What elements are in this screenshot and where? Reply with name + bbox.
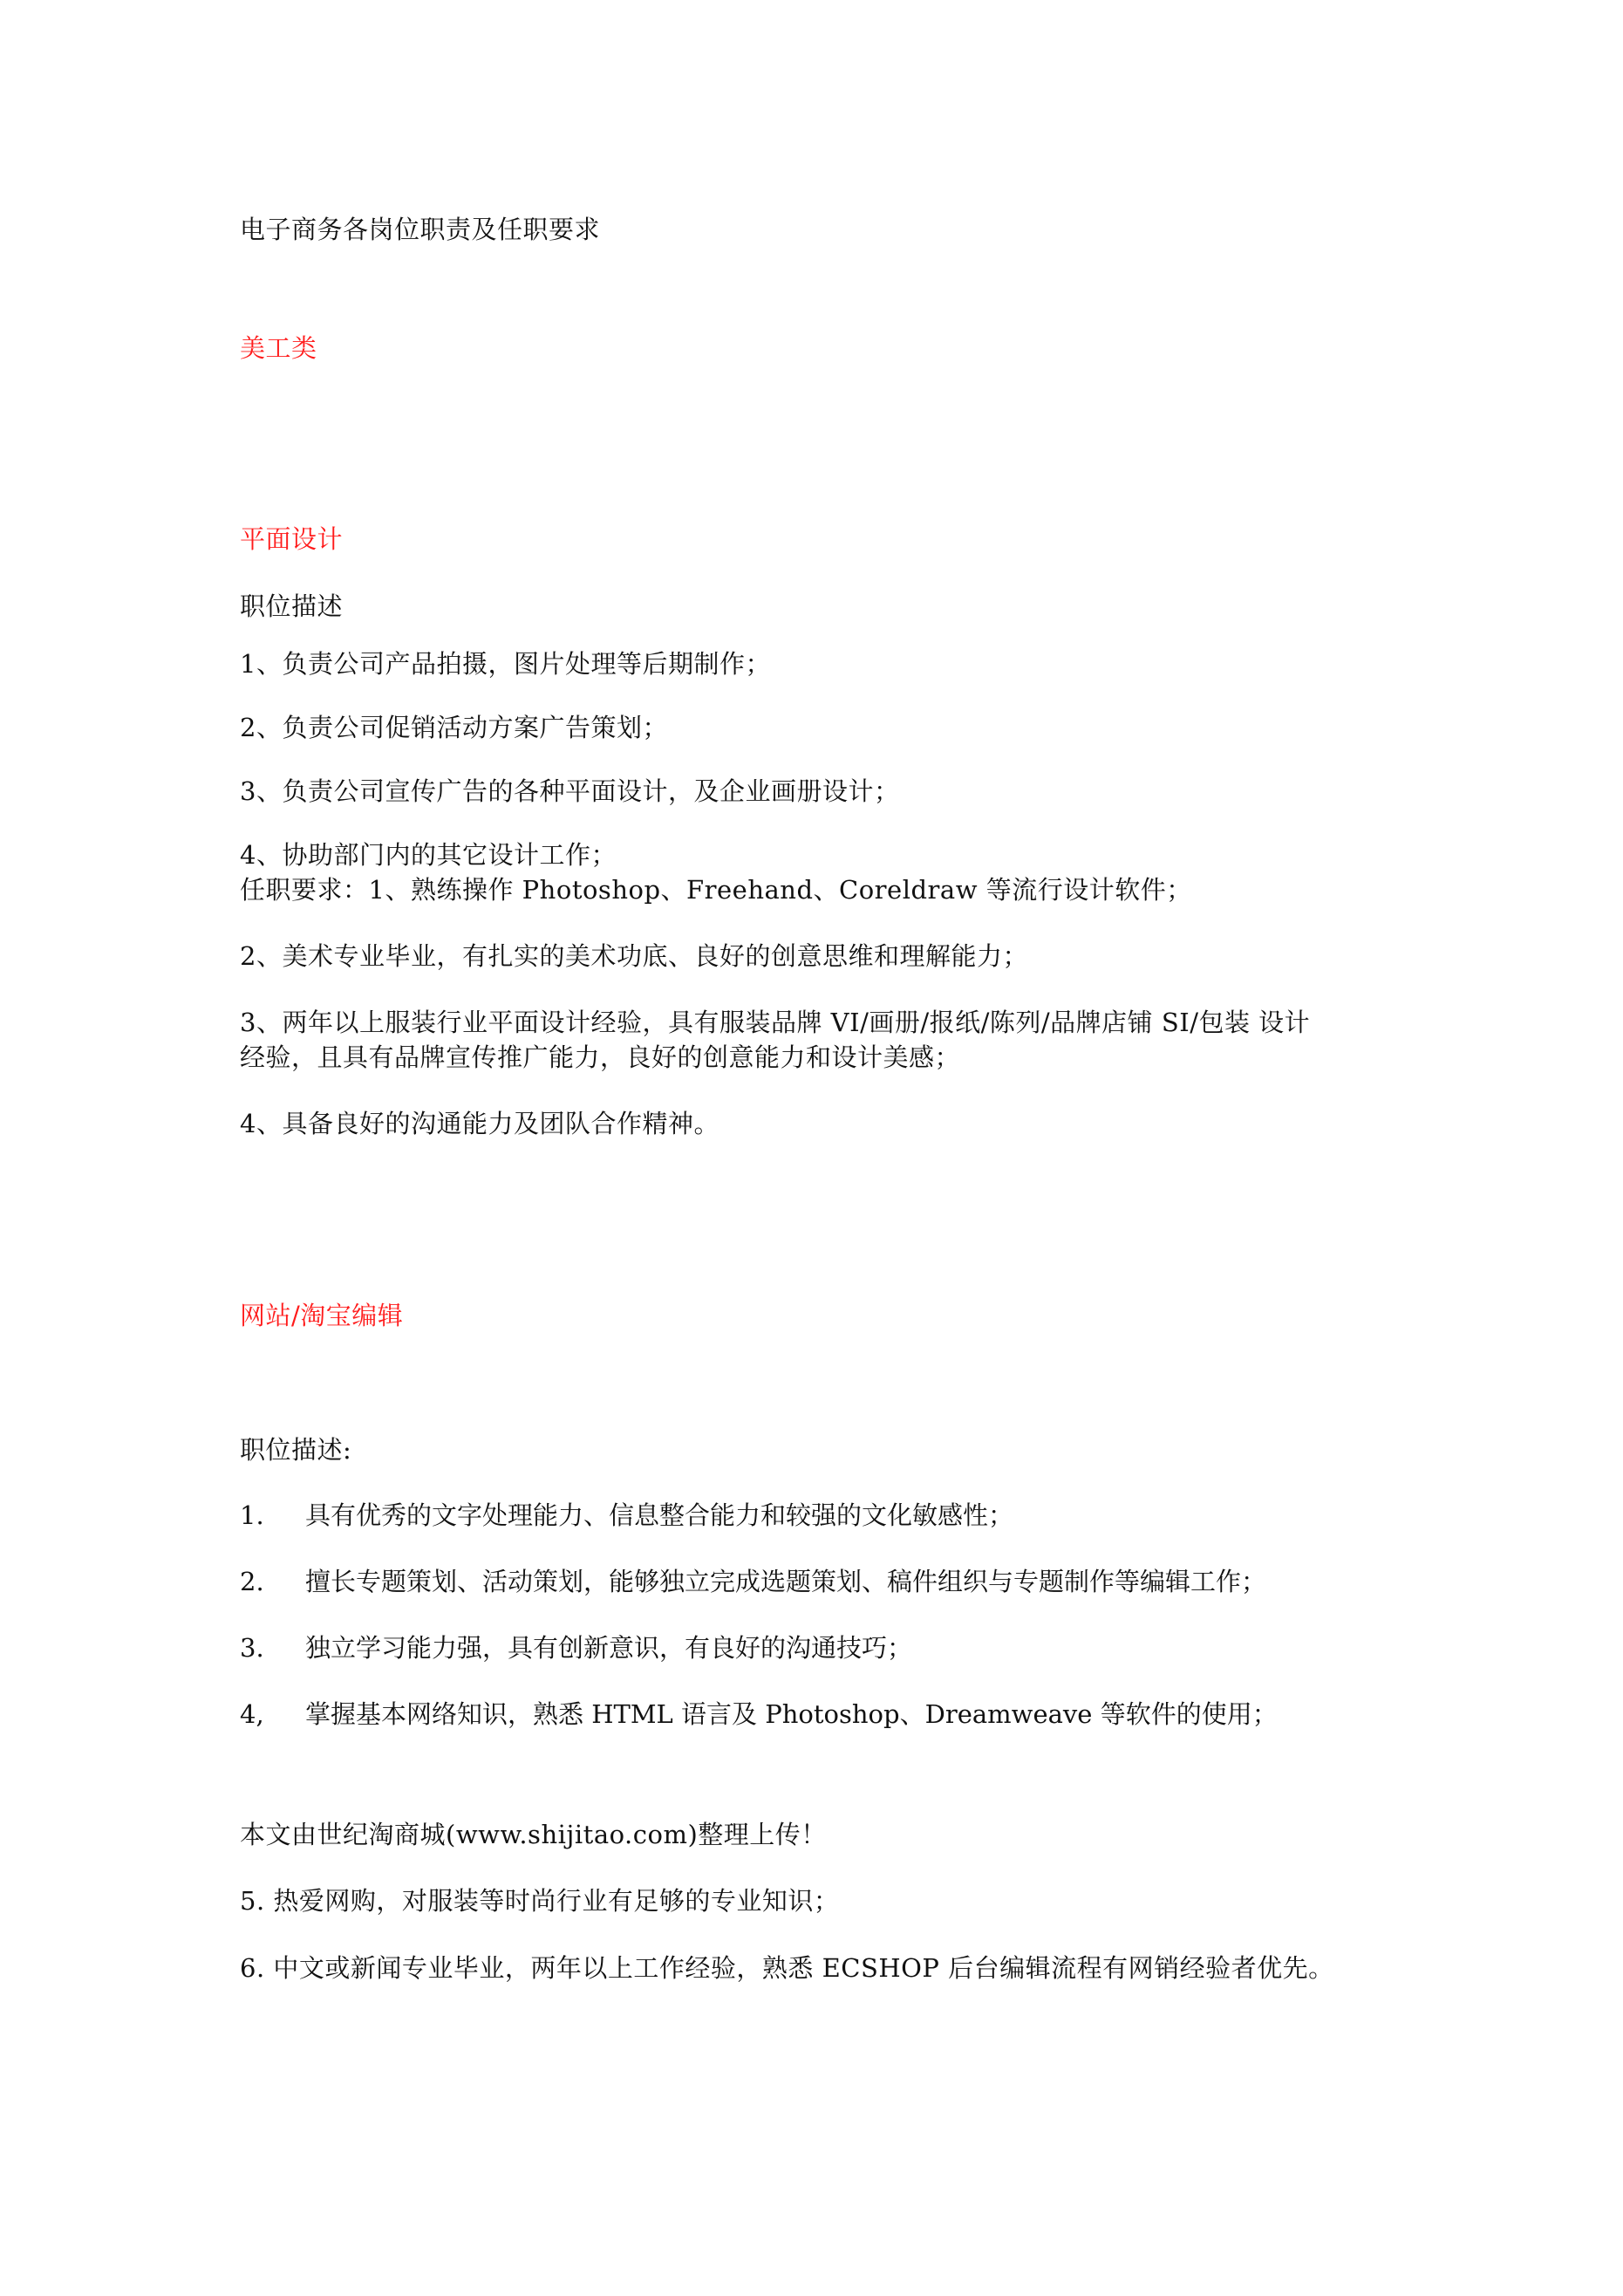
list-number: 3.: [240, 1633, 264, 1663]
list-number: 4,: [240, 1699, 264, 1729]
editor-item-3: [240, 1631, 912, 1664]
list-text: 独立学习能力强，具有创新意识，有良好的沟通技巧；: [305, 1633, 913, 1663]
section-heading-web-editor: 网站/淘宝编辑: [240, 1301, 404, 1330]
list-number: 2.: [240, 1567, 264, 1596]
graphic-duty-3: 3、负责公司宣传广告的各种平面设计，及企业画册设计；: [240, 776, 900, 806]
editor-item-4: [240, 1698, 1278, 1731]
graphic-requirement-1: 任职要求：1、熟练操作 Photoshop、Freehand、Coreldraw 等流行设计软件；: [240, 875, 1192, 905]
editor-item-2: [240, 1565, 1266, 1598]
document-title: 电子商务各岗位职责及任职要求: [240, 215, 601, 244]
graphic-requirement-4: 4、具备良好的沟通能力及团队合作精神。: [240, 1109, 719, 1138]
list-text: 擅长专题策划、活动策划，能够独立完成选题策划、稿件组织与专题制作等编辑工作；: [305, 1567, 1267, 1596]
list-text: 具有优秀的文字处理能力、信息整合能力和较强的文化敏感性；: [305, 1500, 1014, 1530]
graphic-duty-2: 2、负责公司促销活动方案广告策划；: [240, 713, 668, 742]
graphic-requirement-2: 2、美术专业毕业，有扎实的美术功底、良好的创意思维和理解能力；: [240, 941, 1028, 971]
source-note: 本文由世纪淘商城(www.shijitao.com)整理上传！: [240, 1820, 827, 1849]
editor-desc-label: 职位描述:: [240, 1435, 352, 1465]
list-text: 掌握基本网络知识，熟悉 HTML 语言及 Photoshop、Dreamweave 等软件的使用；: [305, 1699, 1278, 1729]
graphic-duty-4: 4、协助部门内的其它设计工作；: [240, 840, 617, 870]
graphic-desc-label: 职位描述: [240, 591, 344, 621]
editor-item-1: [240, 1499, 1013, 1532]
graphic-requirement-3-line1: 3、两年以上服装行业平面设计经验，具有服装品牌 VI/画册/报纸/陈列/品牌店铺 SI/包装 设计: [240, 1008, 1311, 1037]
graphic-duty-1: 1、负责公司产品拍摄，图片处理等后期制作；: [240, 649, 771, 679]
section-heading-graphic-design: 平面设计: [240, 524, 344, 554]
editor-item-5: 5. 热爱网购，对服装等时尚行业有足够的专业知识；: [240, 1886, 840, 1916]
list-number: 1.: [240, 1500, 264, 1530]
editor-item-6: 6. 中文或新闻专业毕业，两年以上工作经验，熟悉 ECSHOP 后台编辑流程有网销经验者优先。: [240, 1953, 1334, 1983]
category-heading: 美工类: [240, 333, 317, 363]
graphic-requirement-3-line2: 经验，且具有品牌宣传推广能力，良好的创意能力和设计美感；: [240, 1042, 961, 1072]
